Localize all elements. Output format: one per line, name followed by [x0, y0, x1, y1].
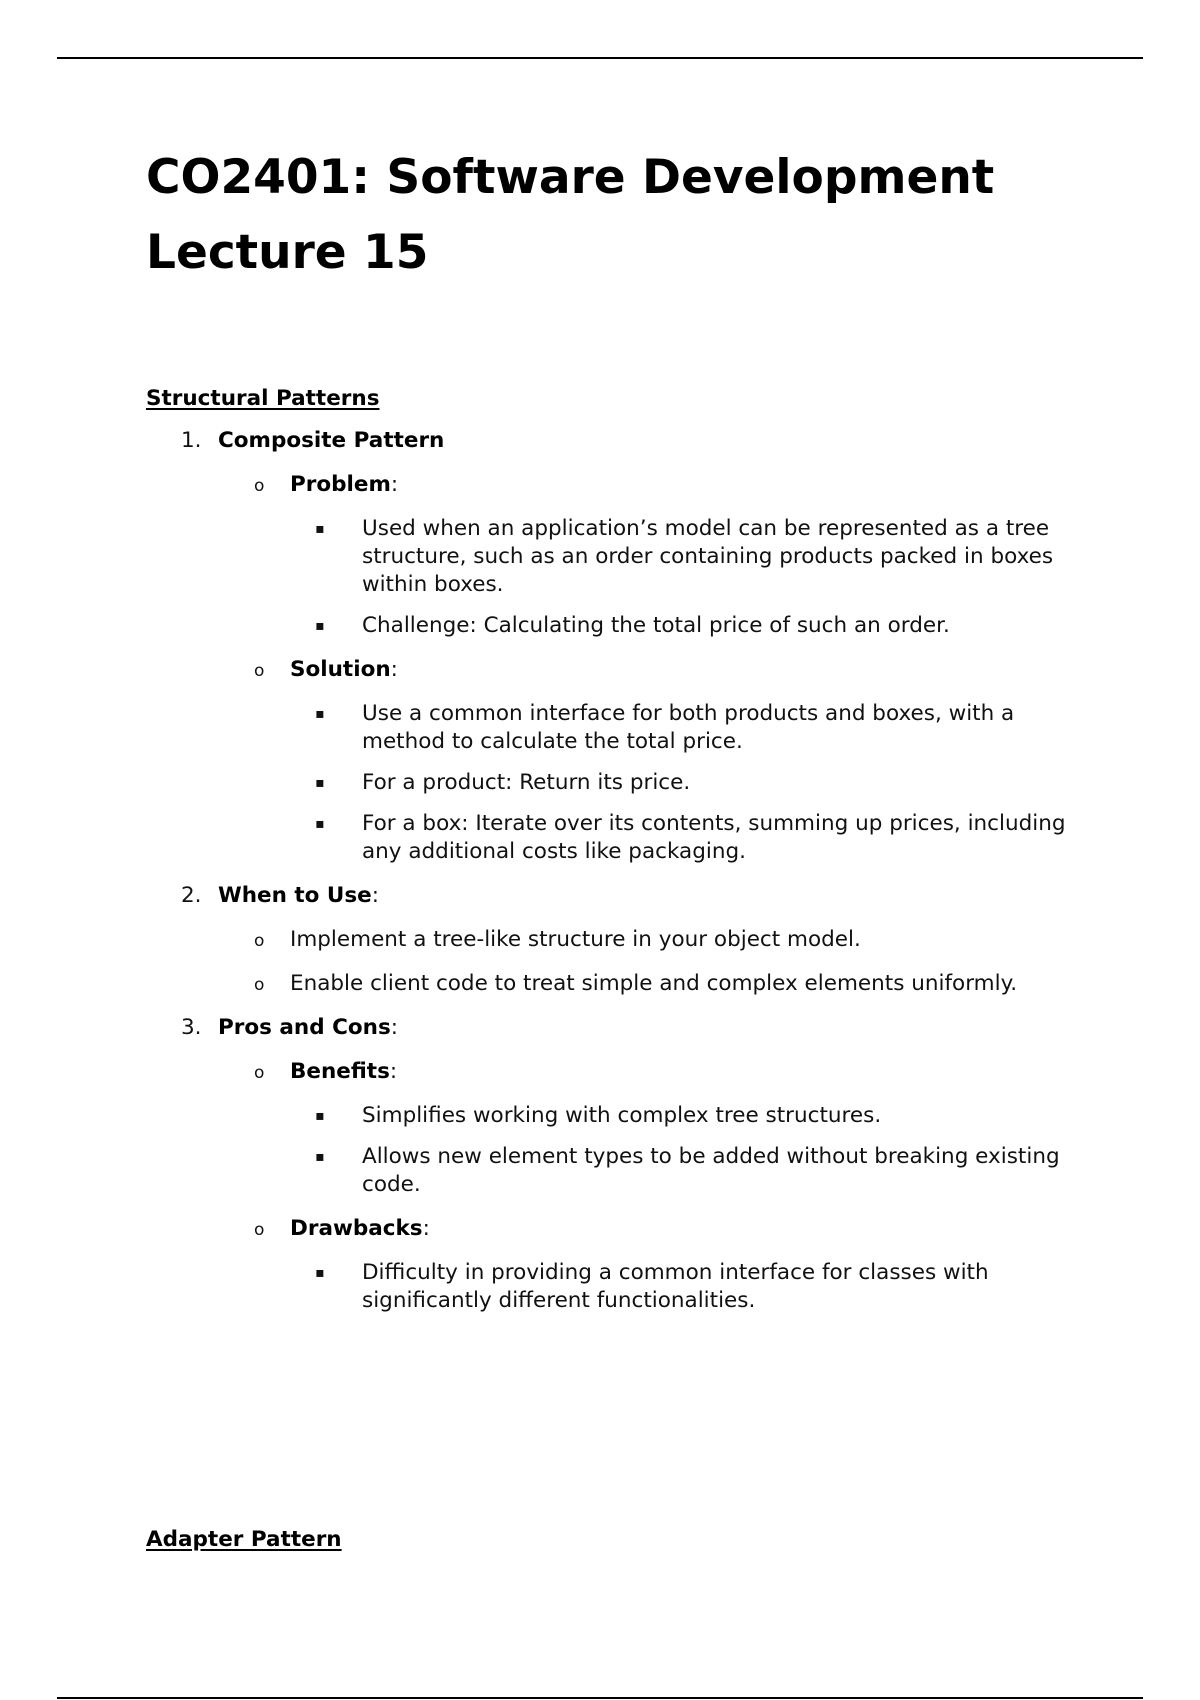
subitem-benefits [218, 1058, 1066, 1199]
bullet-item [290, 515, 1066, 599]
item-label: When to Use [218, 883, 372, 908]
bullet-item [290, 1102, 1066, 1130]
subitem-marker: o [254, 1220, 265, 1240]
document-title [146, 140, 1066, 290]
bullet-item [290, 769, 1066, 797]
subitem-text: Enable client code to treat simple and complex elements uniformly. [290, 971, 1018, 996]
bullet-list [290, 1102, 1066, 1199]
bullet-list [290, 700, 1066, 866]
bullet-marker: ▪ [315, 1108, 325, 1124]
subitem-marker: o [254, 1063, 265, 1083]
item-label: Composite Pattern [218, 428, 445, 453]
list-number: 3. [181, 1015, 202, 1040]
item-suffix: : [390, 1015, 399, 1040]
subitem-solution [218, 656, 1066, 866]
bullet-text: Challenge: Calculating the total price of such an order. [362, 613, 950, 638]
subitem-marker: o [254, 661, 265, 681]
bullet-text: Simplifies working with complex tree structures. [362, 1103, 882, 1128]
subitem-label: Drawbacks [290, 1216, 423, 1241]
bullet-marker: ▪ [315, 521, 325, 537]
subitem-drawbacks [218, 1215, 1066, 1315]
bullet-item [290, 612, 1066, 640]
bullet-marker: ▪ [315, 618, 325, 634]
subitem-text: Implement a tree-like structure in your object model. [290, 927, 861, 952]
subitem-label: Problem [290, 472, 391, 497]
sublist [218, 1058, 1066, 1315]
subitem-suffix: : [389, 1059, 398, 1084]
subitem-uniform-treatment [218, 970, 1066, 998]
bullet-list [290, 515, 1066, 640]
bullet-item [290, 1259, 1066, 1315]
subitem-problem [218, 471, 1066, 640]
bottom-rule [57, 1697, 1143, 1699]
bullet-text: Difficulty in providing a common interface for classes with significantly different functionalities. [362, 1260, 989, 1313]
list-number: 1. [181, 428, 202, 453]
top-rule [57, 57, 1143, 59]
bullet-text: For a product: Return its price. [362, 770, 691, 795]
subitem-label: Solution [290, 657, 391, 682]
sublist [218, 471, 1066, 866]
subitem-tree-structure [218, 926, 1066, 954]
bullet-text: Allows new element types to be added without breaking existing code. [362, 1144, 1060, 1197]
list-item-when-to-use [146, 882, 1066, 998]
bullet-marker: ▪ [315, 1265, 325, 1281]
list-number: 2. [181, 883, 202, 908]
subitem-marker: o [254, 975, 265, 995]
document-page [146, 140, 1066, 1552]
section-heading-adapter-pattern: Adapter Pattern [146, 1527, 342, 1552]
subitem-suffix: : [422, 1216, 430, 1241]
subitem-marker: o [254, 931, 265, 951]
sublist [218, 926, 1066, 998]
bullet-item [290, 1143, 1066, 1199]
list-item-pros-and-cons [146, 1014, 1066, 1315]
subitem-label: Benefits [290, 1059, 390, 1084]
bullet-list [290, 1259, 1066, 1315]
outline-list [146, 427, 1066, 1331]
bullet-item [290, 810, 1066, 866]
bullet-marker: ▪ [315, 816, 325, 832]
title-line-1: CO2401: Software Development [146, 150, 995, 205]
subitem-suffix: : [390, 472, 399, 497]
subitem-suffix: : [390, 657, 398, 682]
bullet-text: Use a common interface for both products and boxes, with a method to calculate the total price. [362, 701, 1015, 754]
bullet-marker: ▪ [315, 1149, 325, 1165]
list-item-composite-pattern [146, 427, 1066, 866]
bullet-item [290, 700, 1066, 756]
subitem-marker: o [254, 476, 265, 496]
bullet-marker: ▪ [315, 706, 325, 722]
item-suffix: : [371, 883, 380, 908]
section-heading-structural-patterns: Structural Patterns [146, 386, 380, 411]
bullet-text: For a box: Iterate over its contents, summing up prices, including any additional costs like packaging. [362, 811, 1066, 864]
bullet-marker: ▪ [315, 775, 325, 791]
bullet-text: Used when an application’s model can be represented as a tree structure, such as an order containing products packed in boxes within boxes. [362, 516, 1054, 597]
title-line-2: Lecture 15 [146, 225, 429, 280]
item-label: Pros and Cons [218, 1015, 391, 1040]
